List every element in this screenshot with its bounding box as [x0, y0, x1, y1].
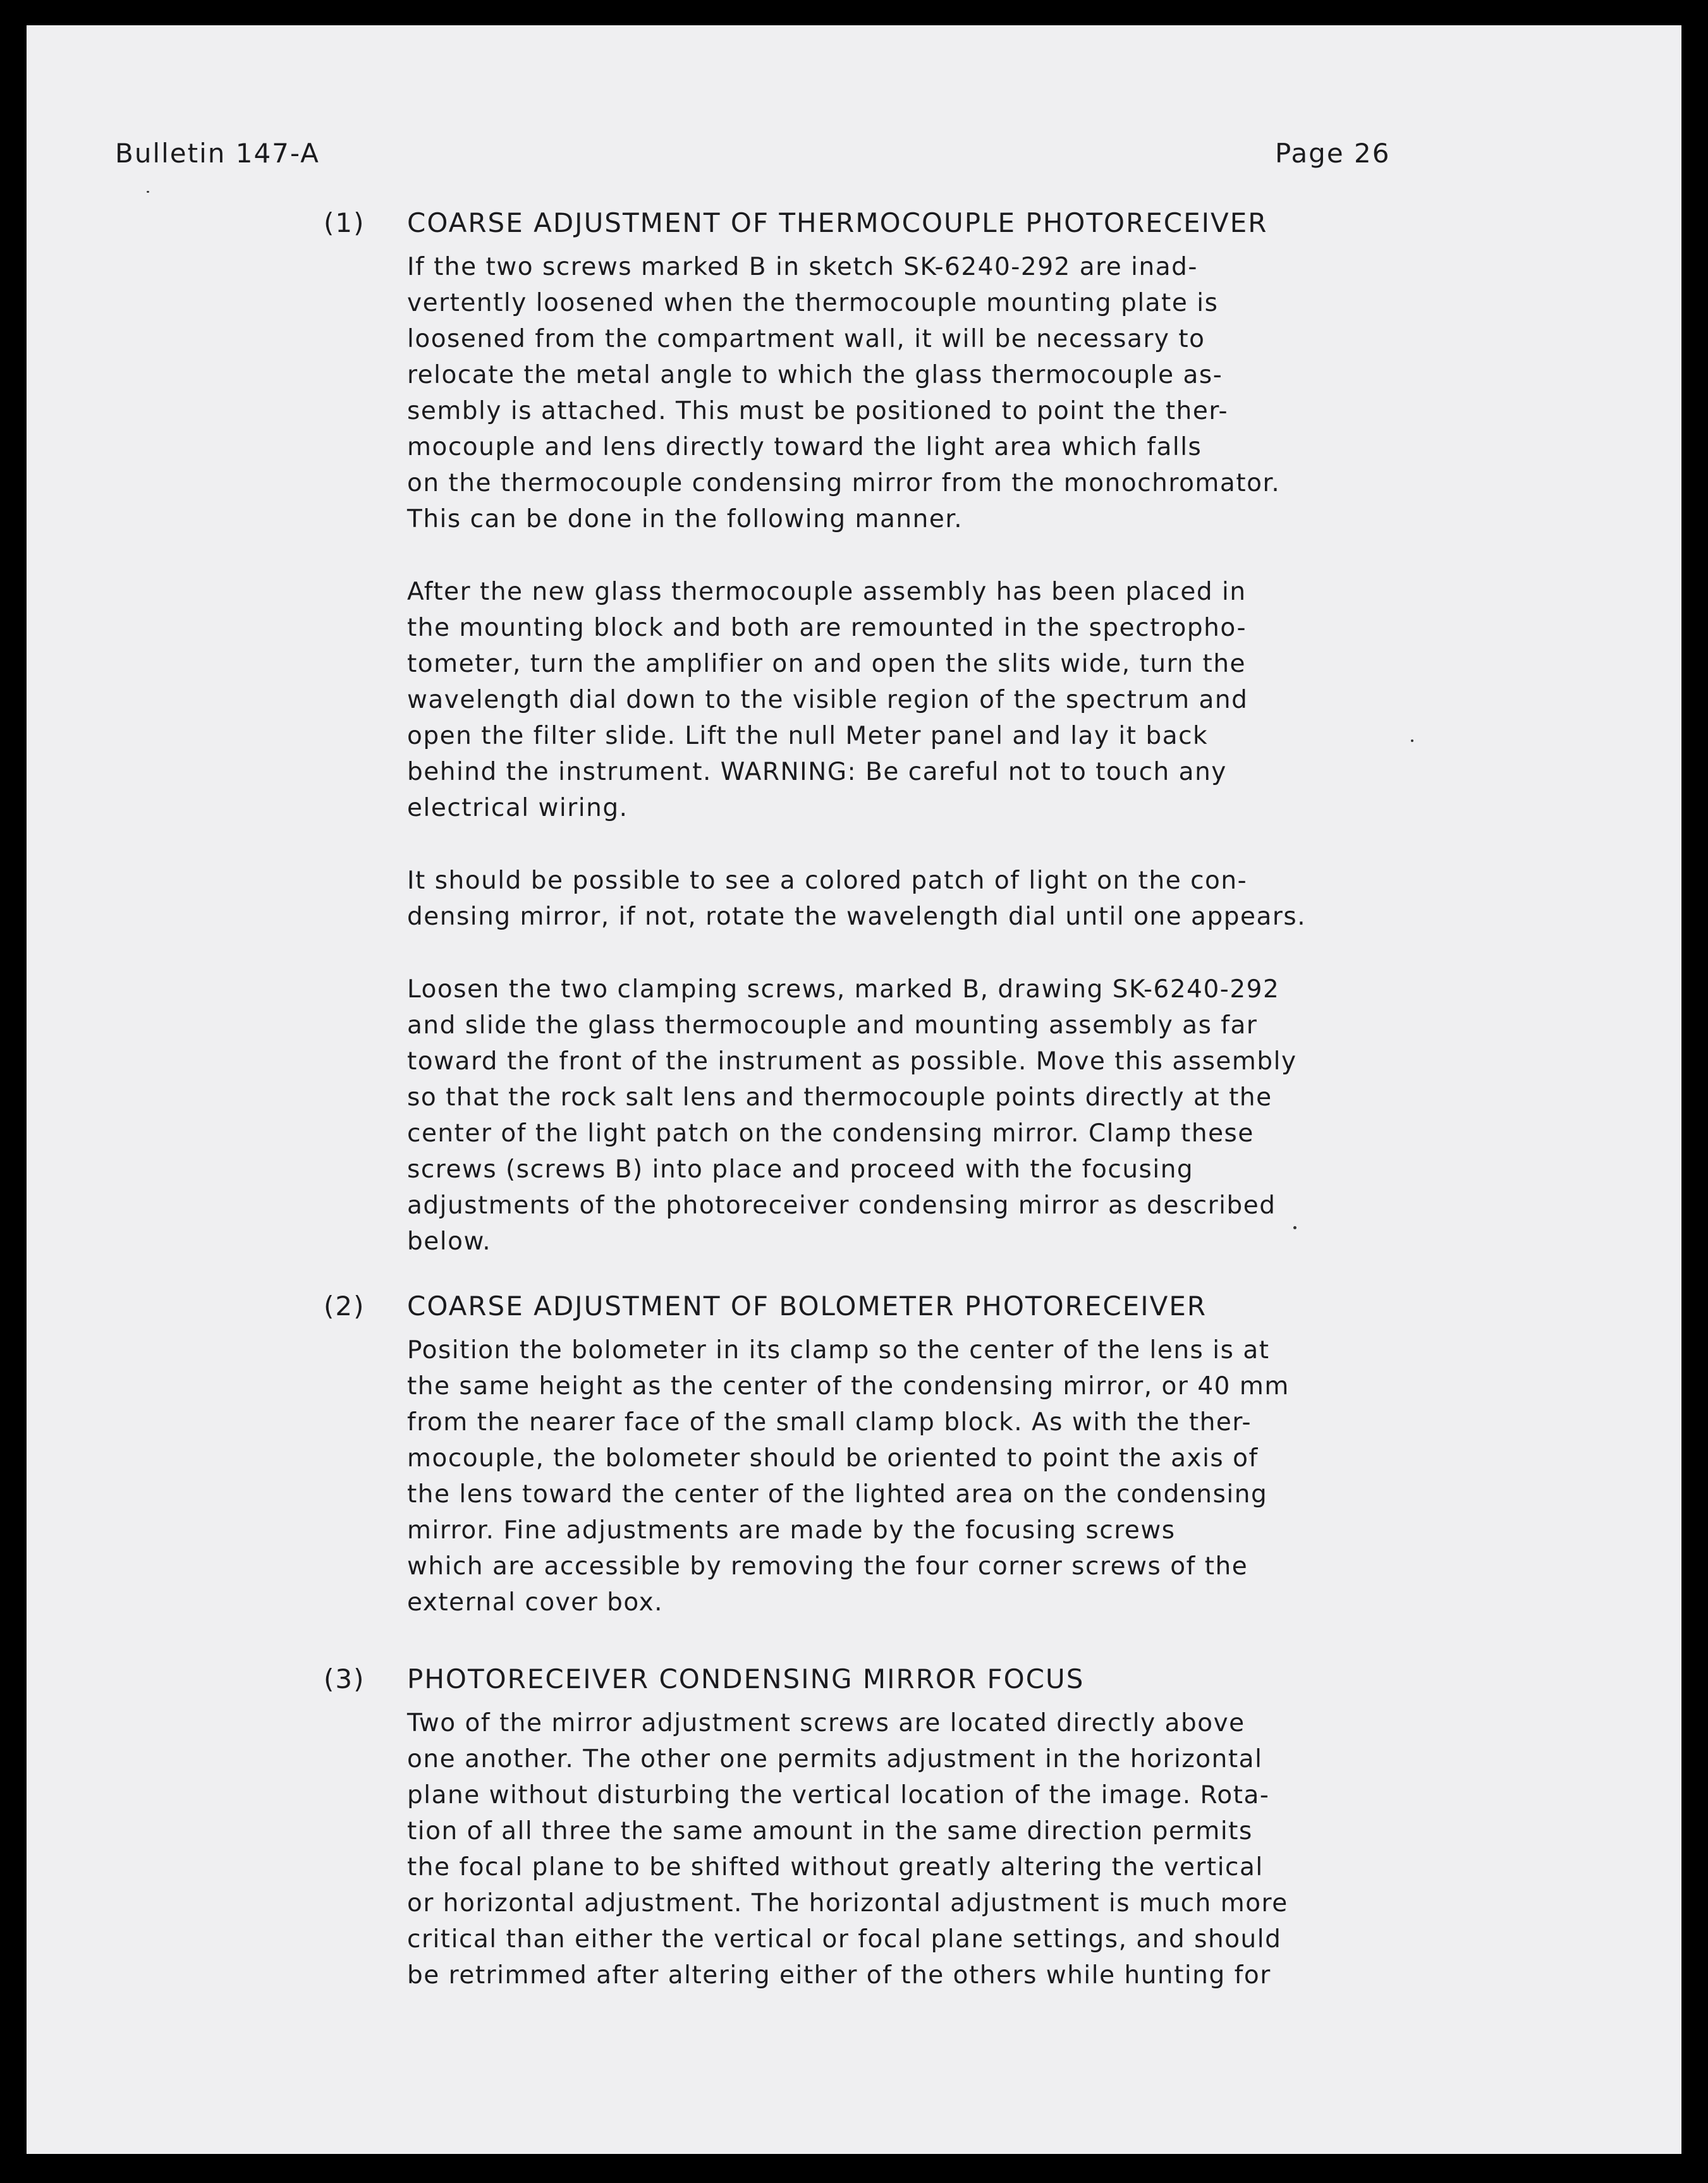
text-line: the same height as the center of the condensing mirror, or 40 mm	[407, 1372, 1290, 1401]
text-line: or horizontal adjustment. The horizontal adjustment is much more	[407, 1889, 1288, 1918]
scan-speck	[1293, 1226, 1296, 1229]
text-line: After the new glass thermocouple assembly has been placed in	[407, 578, 1247, 606]
page-number: Page 26	[1275, 138, 1391, 169]
section-1	[324, 207, 1588, 1260]
text-line: wavelength dial down to the visible region of the spectrum and	[407, 686, 1248, 714]
section-title: COARSE ADJUSTMENT OF THERMOCOUPLE PHOTORECEIVER	[407, 207, 1268, 238]
text-line: Two of the mirror adjustment screws are located directly above	[407, 1709, 1245, 1737]
text-line: external cover box.	[407, 1588, 664, 1617]
text-line: one another. The other one permits adjustment in the horizontal	[407, 1745, 1263, 1773]
text-line: Loosen the two clamping screws, marked B, drawing SK-6240-292	[407, 975, 1280, 1004]
section-number: (3)	[324, 1663, 365, 1694]
section-title: PHOTORECEIVER CONDENSING MIRROR FOCUS	[407, 1663, 1085, 1694]
paragraph	[407, 971, 1671, 1260]
paragraph	[407, 574, 1671, 826]
text-line: open the filter slide. Lift the null Meter panel and lay it back	[407, 722, 1209, 750]
text-line: and slide the glass thermocouple and mounting assembly as far	[407, 1011, 1258, 1040]
text-line: be retrimmed after altering either of the others while hunting for	[407, 1961, 1271, 1990]
text-line: tion of all three the same amount in the same direction permits	[407, 1817, 1253, 1846]
paragraph	[407, 1705, 1671, 1993]
section-heading	[324, 207, 1588, 249]
text-line: critical than either the vertical or focal plane settings, and should	[407, 1925, 1282, 1954]
text-line: vertently loosened when the thermocouple mounting plate is	[407, 289, 1219, 317]
text-line: screws (screws B) into place and proceed with the focusing	[407, 1155, 1194, 1184]
text-line: behind the instrument. WARNING: Be careful not to touch any	[407, 758, 1227, 786]
text-line: adjustments of the photoreceiver condensing mirror as described	[407, 1191, 1276, 1220]
text-line: This can be done in the following manner.	[407, 505, 963, 533]
text-line: mirror. Fine adjustments are made by the focusing screws	[407, 1516, 1176, 1545]
section-2	[324, 1291, 1588, 1621]
section-heading	[324, 1663, 1588, 1705]
text-line: loosened from the compartment wall, it will be necessary to	[407, 325, 1205, 353]
bulletin-number: Bulletin 147-A	[115, 138, 320, 169]
section-number: (2)	[324, 1291, 365, 1322]
text-line: Position the bolometer in its clamp so the center of the lens is at	[407, 1336, 1270, 1365]
text-line: sembly is attached. This must be positioned to point the ther-	[407, 397, 1229, 425]
text-line: mocouple and lens directly toward the light area which falls	[407, 433, 1202, 461]
text-line: the lens toward the center of the lighted area on the condensing	[407, 1480, 1268, 1509]
text-line: mocouple, the bolometer should be oriented to point the axis of	[407, 1444, 1259, 1473]
text-line: electrical wiring.	[407, 794, 628, 822]
text-line: on the thermocouple condensing mirror from the monochromator.	[407, 469, 1281, 497]
paragraph	[407, 1332, 1671, 1621]
section-title: COARSE ADJUSTMENT OF BOLOMETER PHOTORECEIVER	[407, 1291, 1207, 1322]
document-page	[27, 25, 1681, 2154]
paragraph	[407, 249, 1671, 537]
paragraph	[407, 863, 1671, 935]
text-line: densing mirror, if not, rotate the wavelength dial until one appears.	[407, 903, 1307, 931]
section-heading	[324, 1291, 1588, 1332]
text-line: which are accessible by removing the four corner screws of the	[407, 1552, 1248, 1581]
text-line: below.	[407, 1227, 492, 1256]
text-line: If the two screws marked B in sketch SK-6240-292 are inad-	[407, 253, 1198, 281]
text-line: the focal plane to be shifted without greatly altering the vertical	[407, 1853, 1264, 1882]
text-line: plane without disturbing the vertical location of the image. Rota-	[407, 1781, 1270, 1809]
scan-speck	[1411, 739, 1413, 742]
section-number: (1)	[324, 207, 365, 238]
section-3	[324, 1663, 1588, 1993]
text-line: tometer, turn the amplifier on and open the slits wide, turn the	[407, 650, 1247, 678]
text-line: so that the rock salt lens and thermocouple points directly at the	[407, 1083, 1272, 1112]
text-line: relocate the metal angle to which the glass thermocouple as-	[407, 361, 1223, 389]
text-line: It should be possible to see a colored patch of light on the con-	[407, 867, 1248, 895]
text-line: from the nearer face of the small clamp block. As with the ther-	[407, 1408, 1252, 1437]
scan-speck	[147, 191, 149, 193]
text-line: toward the front of the instrument as possible. Move this assembly	[407, 1047, 1297, 1076]
text-line: the mounting block and both are remounted in the spectropho-	[407, 614, 1247, 642]
text-line: center of the light patch on the condensing mirror. Clamp these	[407, 1119, 1254, 1148]
